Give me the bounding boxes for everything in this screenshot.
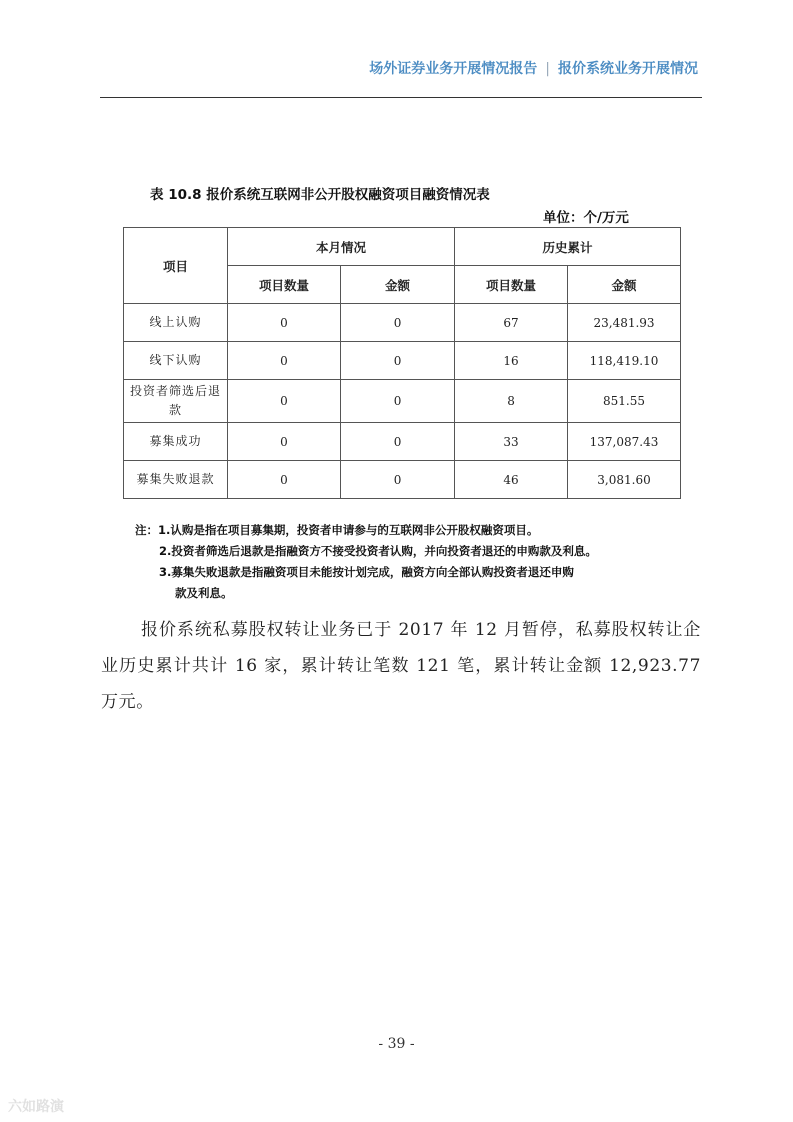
- table-row: [124, 342, 681, 380]
- cell-history-count: 67: [455, 304, 568, 342]
- col-header-month-count: 项目数量: [228, 266, 341, 304]
- cell-history-count: 33: [455, 423, 568, 461]
- cell-month-amount: 0: [341, 461, 455, 499]
- page-number: - 39 -: [378, 1036, 415, 1052]
- table-row: [124, 461, 681, 499]
- col-header-history-amount: 金额: [568, 266, 681, 304]
- col-header-month-amount: 金额: [341, 266, 455, 304]
- col-header-month: 本月情况: [228, 228, 455, 266]
- cell-history-count: 16: [455, 342, 568, 380]
- cell-month-count: 0: [228, 304, 341, 342]
- table-row: [124, 423, 681, 461]
- body-paragraph: 报价系统私募股权转让业务已于 2017 年 12 月暂停，私募股权转让企业历史累计共计 16 家，累计转让笔数 121 笔，累计转让金额 12,923.77 万元。: [101, 620, 701, 712]
- cell-history-amount: 23,481.93: [568, 304, 681, 342]
- note-line: 款及利息。: [175, 586, 233, 600]
- cell-month-count: 0: [228, 461, 341, 499]
- cell-month-count: 0: [228, 423, 341, 461]
- table-unit: 单位：个/万元: [543, 210, 629, 226]
- cell-month-amount: 0: [341, 342, 455, 380]
- watermark-logo: 六如路演: [8, 1099, 64, 1115]
- row-label: 线下认购: [124, 342, 228, 380]
- cell-history-amount: 137,087.43: [568, 423, 681, 461]
- cell-month-amount: 0: [341, 304, 455, 342]
- col-header-history: 历史累计: [455, 228, 681, 266]
- header-section-title: 报价系统业务开展情况: [558, 61, 698, 77]
- financing-table: [123, 227, 681, 499]
- cell-month-count: 0: [228, 380, 341, 423]
- cell-history-amount: 118,419.10: [568, 342, 681, 380]
- col-header-item: 项目: [124, 228, 228, 304]
- header-rule: [100, 97, 702, 98]
- running-header: [369, 58, 698, 78]
- cell-month-amount: 0: [341, 423, 455, 461]
- table-title: 表 10.8 报价系统互联网非公开股权融资项目融资情况表: [150, 187, 490, 203]
- cell-history-count: 46: [455, 461, 568, 499]
- col-header-history-count: 项目数量: [455, 266, 568, 304]
- cell-history-amount: 3,081.60: [568, 461, 681, 499]
- note-line: 3.募集失败退款是指融资项目未能按计划完成，融资方向全部认购投资者退还申购: [159, 565, 574, 579]
- cell-history-amount: 851.55: [568, 380, 681, 423]
- row-label: 募集失败退款: [124, 461, 228, 499]
- note-line: 注：1.认购是指在项目募集期，投资者申请参与的互联网非公开股权融资项目。: [135, 523, 539, 537]
- cell-month-count: 0: [228, 342, 341, 380]
- header-separator: |: [545, 61, 550, 77]
- table-row: [124, 380, 681, 423]
- note-line: 2.投资者筛选后退款是指融资方不接受投资者认购，并向投资者退还的申购款及利息。: [159, 544, 597, 558]
- row-label: 募集成功: [124, 423, 228, 461]
- row-label: 投资者筛选后退款: [124, 380, 228, 423]
- cell-month-amount: 0: [341, 380, 455, 423]
- row-label: 线上认购: [124, 304, 228, 342]
- header-report-title: 场外证券业务开展情况报告: [369, 61, 538, 77]
- cell-history-count: 8: [455, 380, 568, 423]
- table-row: [124, 304, 681, 342]
- table-notes: [135, 520, 695, 604]
